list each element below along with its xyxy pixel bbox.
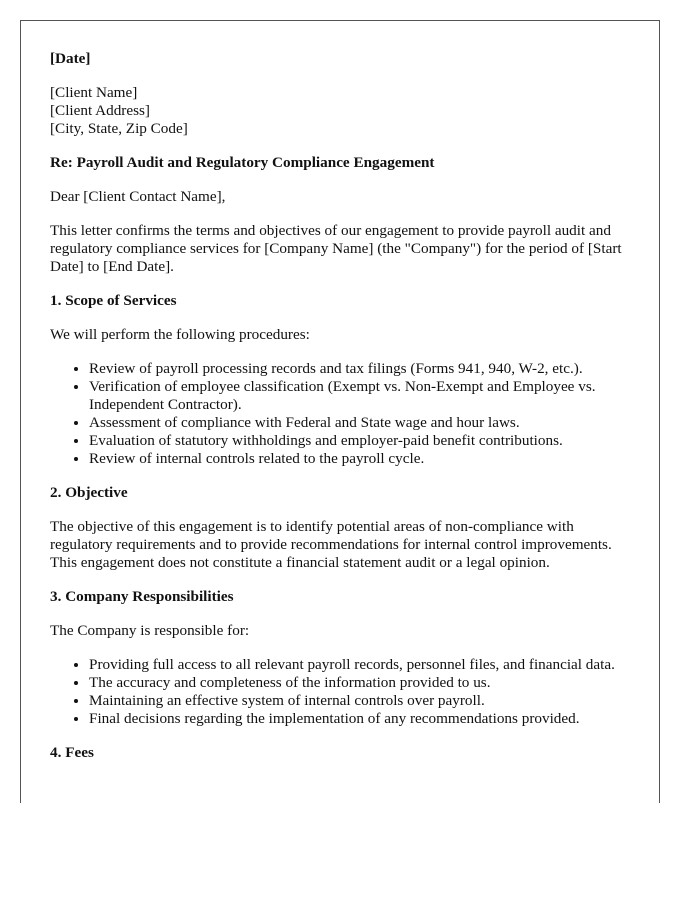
section-heading-fees: 4. Fees	[50, 744, 94, 761]
list-item: • Review of internal controls related to the payroll cycle.	[89, 450, 635, 468]
section-lead-responsibilities: The Company is responsible for:	[50, 622, 250, 639]
list-item: • Review of payroll processing records and tax filings (Forms 941, 940, W-2, etc.).	[89, 360, 635, 378]
list-item: • The accuracy and completeness of the information provided to us.	[89, 674, 635, 692]
letter-subject: Re: Payroll Audit and Regulatory Compliance Engagement	[50, 154, 435, 171]
list-item: • Providing full access to all relevant payroll records, personnel files, and financial data.	[89, 656, 635, 674]
list-item: • Assessment of compliance with Federal and State wage and hour laws.	[89, 414, 635, 432]
list-item: • Maintaining an effective system of internal controls over payroll.	[89, 692, 635, 710]
list-item: • Final decisions regarding the implementation of any recommendations provided.	[89, 710, 635, 728]
section-heading-objective: 2. Objective	[50, 484, 128, 501]
client-name: [Client Name]	[50, 84, 138, 101]
list-item: • Verification of employee classification (Exempt vs. Non-Exempt and Employee vs. Independent Contractor).	[89, 378, 635, 414]
responsibilities-list	[50, 656, 635, 728]
client-address: [Client Address]	[50, 102, 150, 119]
scope-list	[50, 360, 635, 468]
letter-content	[50, 50, 635, 778]
client-city-state-zip: [City, State, Zip Code]	[50, 120, 188, 137]
letter-salutation: Dear [Client Contact Name],	[50, 188, 226, 205]
list-item: • Evaluation of statutory withholdings and employer-paid benefit contributions.	[89, 432, 635, 450]
section-body-objective: The objective of this engagement is to identify potential areas of non-compliance with regulatory requirements and to provide recommendations for internal control improvements. This engagement does not constitute a financial statement audit or a legal opinion.	[50, 518, 612, 571]
letter-date: [Date]	[50, 50, 91, 67]
letter-intro: This letter confirms the terms and objectives of our engagement to provide payroll audit and regulatory compliance services for [Company Name] (the "Company") for the period of [Start Date] to [End Date].	[50, 222, 622, 275]
section-lead-scope: We will perform the following procedures:	[50, 326, 310, 343]
section-heading-responsibilities: 3. Company Responsibilities	[50, 588, 234, 605]
section-heading-scope: 1. Scope of Services	[50, 292, 177, 309]
letter-page	[20, 20, 660, 803]
client-address-block	[50, 84, 635, 138]
